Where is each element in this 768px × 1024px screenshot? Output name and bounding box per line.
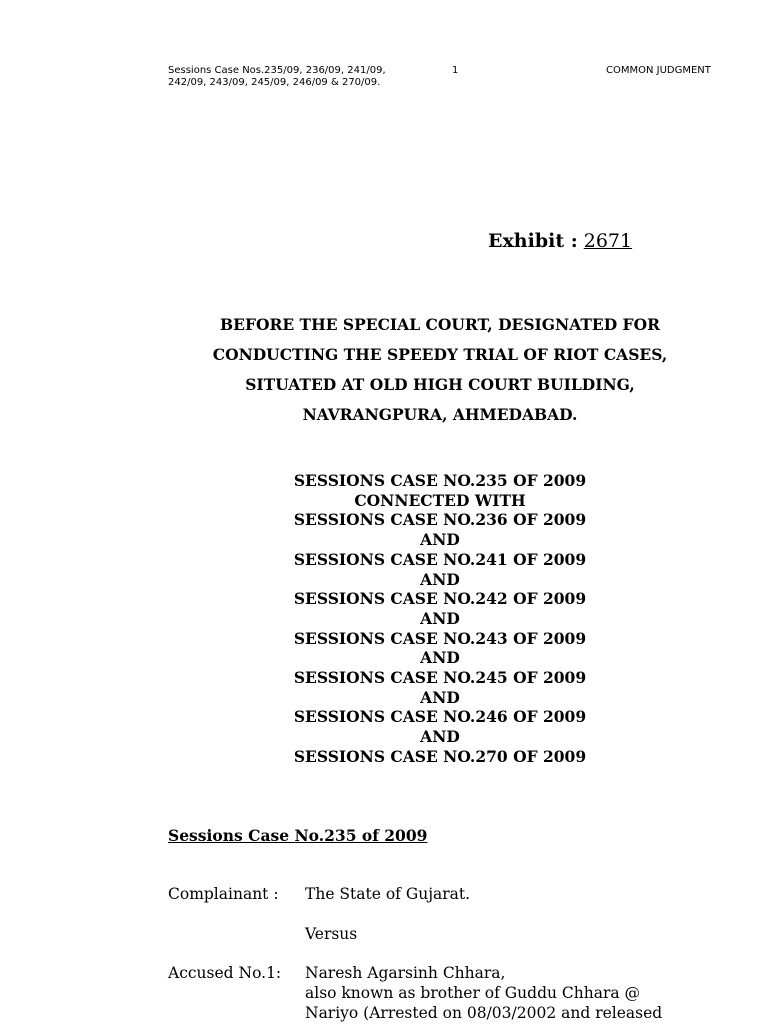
header-document-type: COMMON JUDGMENT [606,65,711,76]
case-line: SESSIONS CASE NO.243 OF 2009 [293,628,587,648]
case-line: SESSIONS CASE NO.246 OF 2009 [293,707,587,727]
header-case-line-1: Sessions Case Nos.235/09, 236/09, 241/09, [168,65,386,76]
court-line: SITUATED AT OLD HIGH COURT BUILDING, [245,375,635,394]
case-line: SESSIONS CASE NO.241 OF 2009 [293,549,587,569]
case-line: AND [420,687,460,707]
complainant-value: The State of Gujarat. [305,885,471,903]
case-line: SESSIONS CASE NO.242 OF 2009 [293,589,587,609]
accused-line: Naresh Agarsinh Chhara, [305,964,506,982]
accused-label: Accused No.1: [168,964,282,982]
page-number: 1 [452,65,459,76]
case-line: AND [420,727,460,747]
exhibit-label [488,230,632,252]
court-heading [168,310,712,430]
case-line: AND [420,608,460,628]
case-line: AND [420,569,460,589]
case-line: AND [420,530,460,550]
header-case-numbers [168,65,418,89]
connected-cases-list [168,471,712,767]
accused-line: also known as brother of Guddu Chhara @ [305,984,641,1002]
case-line: AND [420,648,460,668]
court-line: NAVRANGPURA, AHMEDABAD. [302,405,578,424]
exhibit-prefix: Exhibit : [488,230,578,252]
accused-line: Nariyo (Arrested on 08/03/2002 and released [305,1004,663,1022]
complainant-label: Complainant : [168,885,279,903]
case-line: CONNECTED WITH [354,490,526,510]
case-line: SESSIONS CASE NO.235 OF 2009 [293,471,587,490]
case-line: SESSIONS CASE NO.245 OF 2009 [293,668,587,688]
accused-details [305,963,705,1023]
case-line: SESSIONS CASE NO.236 OF 2009 [293,510,587,530]
court-line: CONDUCTING THE SPEEDY TRIAL OF RIOT CASES, [212,345,668,364]
header-case-line-2: 242/09, 243/09, 245/09, 246/09 & 270/09. [168,77,381,88]
court-line: BEFORE THE SPECIAL COURT, DESIGNATED FOR [220,315,660,334]
section-title: Sessions Case No.235 of 2009 [168,826,428,845]
exhibit-number: 2671 [583,230,633,252]
case-line: SESSIONS CASE NO.270 OF 2009 [293,746,587,766]
versus-label: Versus [305,925,358,943]
